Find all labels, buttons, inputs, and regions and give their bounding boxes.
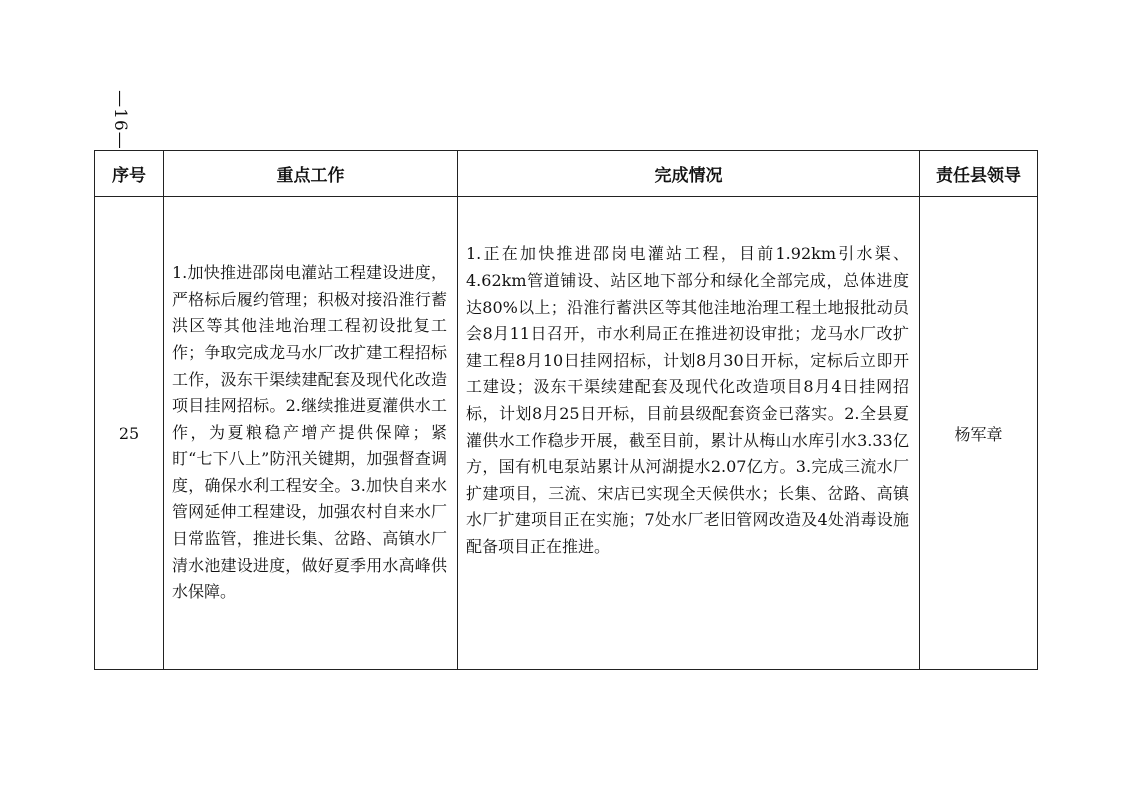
- header-completion-status: 完成情况: [458, 151, 920, 197]
- table-row: [95, 197, 1038, 670]
- page-number: [100, 90, 140, 150]
- page-number-text: —16—: [110, 90, 131, 150]
- table-header-row: [95, 151, 1038, 197]
- completion-status-text: 1.正在加快推进邵岗电灌站工程，目前1.92km引水渠、4.62km管道铺设、站区地下部分和绿化全部完成，总体进度达80%以上；沿淮行蓄洪区等其他洼地治理工程土地报批动员会8月11日召开，市水利局正在推进初设审批；龙马水厂改扩建工程8月10日挂网招标，计划8月30日开标，定标后立即开工建设；汲东干渠续建配套及现代化改造项目8月4日挂网招标，计划8月25日开标，目前县级配套资金已落实。2.全县夏灌供水工作稳步开展，截至目前，累计从梅山水库引水3.33亿方，国有机电泵站累计从河湖提水2.07亿方。3.完成三流水厂扩建项目，三流、宋店已实现全天候供水；长集、岔路、高镇水厂扩建项目正在实施；7处水厂老旧管网改造及4处消毒设施配备项目正在推进。: [466, 244, 909, 556]
- header-serial-number: 序号: [95, 151, 164, 197]
- cell-serial-number: 25: [95, 197, 164, 670]
- cell-completion-status: [458, 197, 920, 670]
- cell-key-work: 1.加快推进邵岗电灌站工程建设进度，严格标后履约管理；积极对接沿淮行蓄洪区等其他洼地治理工程初设批复工作；争取完成龙马水厂改扩建工程招标工作，汲东干渠续建配套及现代化改造项目挂网招标。2.继续推进夏灌供水工作，为夏粮稳产增产提供保障；紧盯“七下八上”防汛关键期，加强督查调度，确保水利工程安全。3.加快自来水管网延伸工程建设，加强农村自来水厂日常监管，推进长集、岔路、高镇水厂清水池建设进度，做好夏季用水高峰供水保障。: [164, 197, 458, 670]
- header-key-work: 重点工作: [164, 151, 458, 197]
- work-progress-table: [94, 150, 1038, 670]
- header-responsible-leader: 责任县领导: [920, 151, 1038, 197]
- cell-responsible-leader: 杨军章: [920, 197, 1038, 670]
